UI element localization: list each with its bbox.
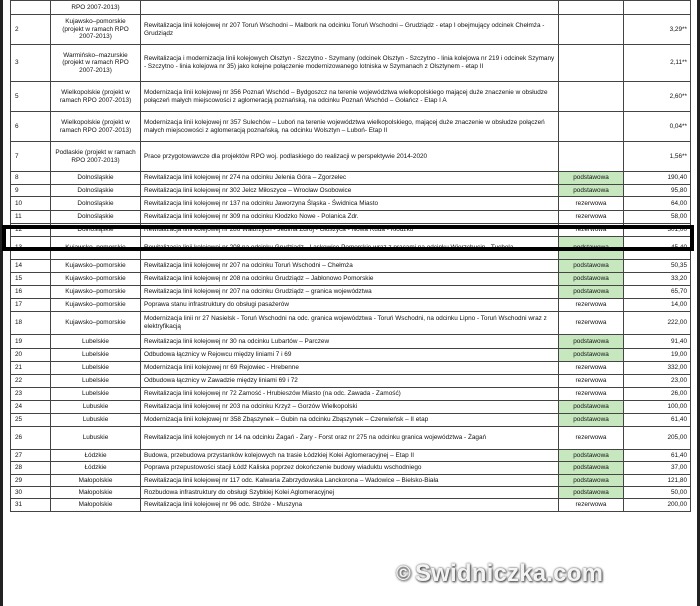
table-row	[11, 349, 691, 362]
row-value: 45,40	[624, 237, 691, 260]
row-region: Lubuskie	[51, 414, 141, 427]
row-number: 9	[11, 185, 51, 197]
table-row	[11, 335, 691, 349]
row-value: 50,00	[624, 487, 691, 499]
table-row	[11, 172, 691, 185]
row-description: Rewitalizacja linii kolejowej nr 207 na odcinku Grudziądz – granica województwa	[141, 286, 559, 299]
row-status: rezerwowa	[559, 299, 624, 312]
row-number: 12	[11, 224, 51, 237]
row-description: Rewitalizacja linii kolejowej nr 286 Wałbrzych - Jedlina Zdrój - Głuszyca - Nowa Ruda - Kłodzko	[141, 224, 559, 237]
row-region: Lubelskie	[51, 375, 141, 388]
row-value: 0,04**	[624, 112, 691, 142]
table-row	[11, 362, 691, 375]
row-status: rezerwowa	[559, 224, 624, 237]
document-page	[10, 0, 690, 606]
row-value: 23,00	[624, 375, 691, 388]
row-region: RPO 2007-2013)	[51, 1, 141, 15]
row-value: 332,00	[624, 362, 691, 375]
row-number: 8	[11, 172, 51, 185]
row-description: Modernizacja linii kolejowej nr 358 Zbąszynek – Gubin na odcinku Zbąszynek – Czerwieńsk – II etap	[141, 414, 559, 427]
row-value: 3,29**	[624, 15, 691, 45]
table-row	[11, 450, 691, 462]
row-value: 222,00	[624, 312, 691, 335]
row-number: 3	[11, 45, 51, 82]
row-number: 19	[11, 335, 51, 349]
row-status: podstawowa	[559, 172, 624, 185]
row-status	[559, 112, 624, 142]
row-description: Modernizacja linii kolejowej nr 69 Rejowiec - Hrebenne	[141, 362, 559, 375]
row-status: podstawowa	[559, 237, 624, 260]
row-value: 205,00	[624, 427, 691, 450]
row-region: Dolnośląskie	[51, 172, 141, 185]
row-status: rezerwowa	[559, 312, 624, 335]
row-number: 10	[11, 197, 51, 211]
row-value: 301,00	[624, 224, 691, 237]
row-number: 6	[11, 112, 51, 142]
row-region: Warmińsko–mazurskie (projekt w ramach RPO 2007-2013)	[51, 45, 141, 82]
row-region: Lubelskie	[51, 335, 141, 349]
row-number: 28	[11, 462, 51, 475]
table-row	[11, 375, 691, 388]
row-description: Rewitalizacja i modernizacja linii kolejowych Olsztyn - Szczytno - Szymany (odcinek Olsztyn - Szczytno - linia kolejowa nr 219 i odcinek Szymany - Szczytno - linia kolejowa nr 35) jako kolejne połączenie modernizowanego lotniska w Szymanach z Olsztynem - etap II	[141, 45, 559, 82]
row-number: 11	[11, 211, 51, 224]
row-value: 58,00	[624, 211, 691, 224]
row-status: podstawowa	[559, 260, 624, 273]
table-row	[11, 142, 691, 172]
projects-table	[10, 0, 691, 512]
watermark	[396, 560, 603, 588]
table-row	[11, 499, 691, 512]
row-description: Modernizacja linii kolejowej nr 356 Poznań Wschód – Bydgoszcz na terenie województwa wielkopolskiego mającej duże znaczenie w obsłudze połączeń małych miejscowości z aglomeracją poznańską, na odcinku Poznań Wschód – Gołańcz - Etap I A	[141, 82, 559, 112]
row-value: 37,00	[624, 462, 691, 475]
row-description: Budowa, przebudowa przystanków kolejowych na trasie Łódzkiej Kolei Aglomeracyjnej – Etap II	[141, 450, 559, 462]
row-status: podstawowa	[559, 462, 624, 475]
row-status: rezerwowa	[559, 388, 624, 401]
row-region: Wielkopolskie (projekt w ramach RPO 2007-2013)	[51, 112, 141, 142]
row-status: podstawowa	[559, 273, 624, 286]
row-number: 26	[11, 427, 51, 450]
row-value: 2,11**	[624, 45, 691, 82]
row-number	[11, 1, 51, 15]
row-value: 2,60**	[624, 82, 691, 112]
row-number: 5	[11, 82, 51, 112]
row-number: 25	[11, 414, 51, 427]
row-description: Rewitalizacja linii kolejowej nr 309 na odcinku Kłodzko Nowe - Polanica Zdr.	[141, 211, 559, 224]
copyright-symbol: ©	[396, 562, 411, 585]
highlight-frame	[2, 225, 694, 251]
row-status: podstawowa	[559, 401, 624, 414]
watermark-text: Swidniczka.com	[414, 560, 604, 587]
row-number: 17	[11, 299, 51, 312]
row-value: 95,80	[624, 185, 691, 197]
row-description: Rewitalizacja linii kolejowej nr 302 Jelcz Miłoszyce – Wrocław Osobowice	[141, 185, 559, 197]
row-region: Małopolskie	[51, 499, 141, 512]
row-number: 7	[11, 142, 51, 172]
row-number: 13	[11, 237, 51, 260]
table-row	[11, 401, 691, 414]
table-row	[11, 211, 691, 224]
row-number: 15	[11, 273, 51, 286]
row-description: Odbudowa łącznicy w Rejowcu między liniami 7 i 69	[141, 349, 559, 362]
row-value: 65,70	[624, 286, 691, 299]
row-description: Rewitalizacja linii kolejowej nr 30 na odcinku Lubartów – Parczew	[141, 335, 559, 349]
row-description: Modernizacja linii nr 27 Nasielsk - Toruń Wschodni na odc. granica województwa - Toruń Wschodni, na odcinku Lipno - Toruń Wschodni wraz z elektryfikacją	[141, 312, 559, 335]
row-value: 1,56**	[624, 142, 691, 172]
row-region: Kujawsko–pomorskie	[51, 273, 141, 286]
row-region: Podlaskie (projekt w ramach RPO 2007-2013)	[51, 142, 141, 172]
row-region: Kujawsko–pomorskie	[51, 299, 141, 312]
row-status: rezerwowa	[559, 197, 624, 211]
row-region: Małopolskie	[51, 487, 141, 499]
row-description: Poprawa przepustowości stacji Łódź Kaliska poprzez dokończenie budowy wiaduktu wschodniego	[141, 462, 559, 475]
row-description: Rewitalizacja linii kolejowej nr 96 odc. Stróże - Muszyna	[141, 499, 559, 512]
row-status: podstawowa	[559, 349, 624, 362]
row-number: 27	[11, 450, 51, 462]
row-region: Dolnośląskie	[51, 185, 141, 197]
table-row	[11, 82, 691, 112]
left-page-edge	[0, 0, 3, 606]
row-number: 14	[11, 260, 51, 273]
row-status	[559, 45, 624, 82]
row-description: Prace przygotowawcze dla projektów RPO woj. podlaskiego do realizacji w perspektywie 2014-2020	[141, 142, 559, 172]
row-status: rezerwowa	[559, 362, 624, 375]
row-value: 26,00	[624, 388, 691, 401]
row-status	[559, 1, 624, 15]
row-status	[559, 15, 624, 45]
table-row	[11, 197, 691, 211]
table-row	[11, 185, 691, 197]
table-row	[11, 286, 691, 299]
row-description: Rewitalizacja linii kolejowej nr 208 na odcinku Grudziądz - Laskowice Pomorskie wraz z pracami na odcinku Wierzchucin - Tuchola	[141, 237, 559, 260]
row-value: 33,20	[624, 273, 691, 286]
row-description: Rewitalizacja linii kolejowej nr 274 na odcinku Jelenia Góra – Zgorzelec	[141, 172, 559, 185]
row-description: Rozbudowa infrastruktury do obsługi Szybkiej Kolei Aglomeracyjnej	[141, 487, 559, 499]
row-value: 14,00	[624, 299, 691, 312]
row-number: 31	[11, 499, 51, 512]
row-region: Kujawsko–pomorskie	[51, 286, 141, 299]
row-value: 64,00	[624, 197, 691, 211]
row-region: Lubuskie	[51, 427, 141, 450]
row-value: 61,40	[624, 450, 691, 462]
row-description: Rewitalizacja linii kolejowych nr 14 na odcinku Żagań - Żary - Forst oraz nr 275 na odcinku granica województwa - Żagań	[141, 427, 559, 450]
row-description: Rewitalizacja linii kolejowej nr 137 na odcinku Jaworzyna Śląska - Świdnica Miasto	[141, 197, 559, 211]
row-number: 23	[11, 388, 51, 401]
row-description: Rewitalizacja linii kolejowej nr 207 Toruń Wschodni – Malbork na odcinku Toruń Wschodni – Grudziądz - etap I obejmujący odcinek Chełmża - Grudziądz	[141, 15, 559, 45]
row-status: podstawowa	[559, 487, 624, 499]
row-region: Lubelskie	[51, 349, 141, 362]
row-status: rezerwowa	[559, 375, 624, 388]
row-region: Lubelskie	[51, 362, 141, 375]
table-row	[11, 427, 691, 450]
row-description: Poprawa stanu infrastruktury do obsługi pasażerów	[141, 299, 559, 312]
row-number: 16	[11, 286, 51, 299]
table-row	[11, 312, 691, 335]
row-status	[559, 142, 624, 172]
row-number: 21	[11, 362, 51, 375]
row-status: rezerwowa	[559, 499, 624, 512]
row-status: podstawowa	[559, 335, 624, 349]
row-region: Dolnośląskie	[51, 197, 141, 211]
row-status	[559, 82, 624, 112]
row-description: Odbudowa łącznicy w Zawadzie między liniami 69 i 72	[141, 375, 559, 388]
table-row	[11, 112, 691, 142]
row-status: podstawowa	[559, 286, 624, 299]
row-status: rezerwowa	[559, 427, 624, 450]
row-value: 50,35	[624, 260, 691, 273]
row-value: 190,40	[624, 172, 691, 185]
table-row	[11, 273, 691, 286]
row-value: 121,80	[624, 475, 691, 487]
row-value: 61,40	[624, 414, 691, 427]
row-description: Rewitalizacja linii kolejowej nr 207 na odcinku Toruń Wschodni – Chełmża	[141, 260, 559, 273]
row-region: Lubelskie	[51, 388, 141, 401]
table-row	[11, 299, 691, 312]
row-region: Kujawsko–pomorskie	[51, 260, 141, 273]
table-row	[11, 15, 691, 45]
row-region: Wielkopolskie (projekt w ramach RPO 2007-2013)	[51, 82, 141, 112]
row-value: 91,40	[624, 335, 691, 349]
table-row	[11, 388, 691, 401]
row-region: Małopolskie	[51, 475, 141, 487]
table-row	[11, 462, 691, 475]
row-number: 20	[11, 349, 51, 362]
row-number: 22	[11, 375, 51, 388]
row-region: Kujawsko–pomorskie	[51, 237, 141, 260]
row-status: podstawowa	[559, 450, 624, 462]
row-region: Kujawsko–pomorskie (projekt w ramach RPO 2007-2013)	[51, 15, 141, 45]
table-row	[11, 1, 691, 15]
table-row	[11, 487, 691, 499]
row-description: Rewitalizacja linii kolejowej nr 203 na odcinku Krzyż – Gorzów Wielkopolski	[141, 401, 559, 414]
row-description: Modernizacja linii kolejowej nr 357 Sulechów – Luboń na terenie województwa wielkopolskiego, mającej duże znaczenie w obsłudze połączeń małych miejscowości z aglomeracją poznańską, na odcinku Wolsztyn – Luboń- Etap II	[141, 112, 559, 142]
row-number: 30	[11, 487, 51, 499]
row-value: 200,00	[624, 499, 691, 512]
table-row	[11, 45, 691, 82]
row-value: 19,00	[624, 349, 691, 362]
row-number: 2	[11, 15, 51, 45]
row-region: Lubuskie	[51, 401, 141, 414]
table-row	[11, 475, 691, 487]
row-region: Łódzkie	[51, 450, 141, 462]
row-region: Dolnośląskie	[51, 224, 141, 237]
row-number: 18	[11, 312, 51, 335]
row-status: rezerwowa	[559, 211, 624, 224]
table-row	[11, 414, 691, 427]
row-status: podstawowa	[559, 185, 624, 197]
row-description: Rewitalizacja linii kolejowej nr 72 Zamość - Hrubieszów Miasto (na odc. Zawada - Zamość)	[141, 388, 559, 401]
row-region: Dolnośląskie	[51, 211, 141, 224]
table-row	[11, 260, 691, 273]
row-number: 24	[11, 401, 51, 414]
row-region: Kujawsko–pomorskie	[51, 312, 141, 335]
row-status: podstawowa	[559, 475, 624, 487]
row-description: Rewitalizacja linii kolejowej nr 117 odc. Kalwaria Zabrzydowska Lanckorona – Wadowice – Bielsko-Biała	[141, 475, 559, 487]
row-value	[624, 1, 691, 15]
row-description: Rewitalizacja linii kolejowej nr 208 na odcinku Grudziądz – Jabłonowo Pomorskie	[141, 273, 559, 286]
row-region: Łódzkie	[51, 462, 141, 475]
row-number: 29	[11, 475, 51, 487]
row-description	[141, 1, 559, 15]
row-value: 100,00	[624, 401, 691, 414]
row-status: podstawowa	[559, 414, 624, 427]
